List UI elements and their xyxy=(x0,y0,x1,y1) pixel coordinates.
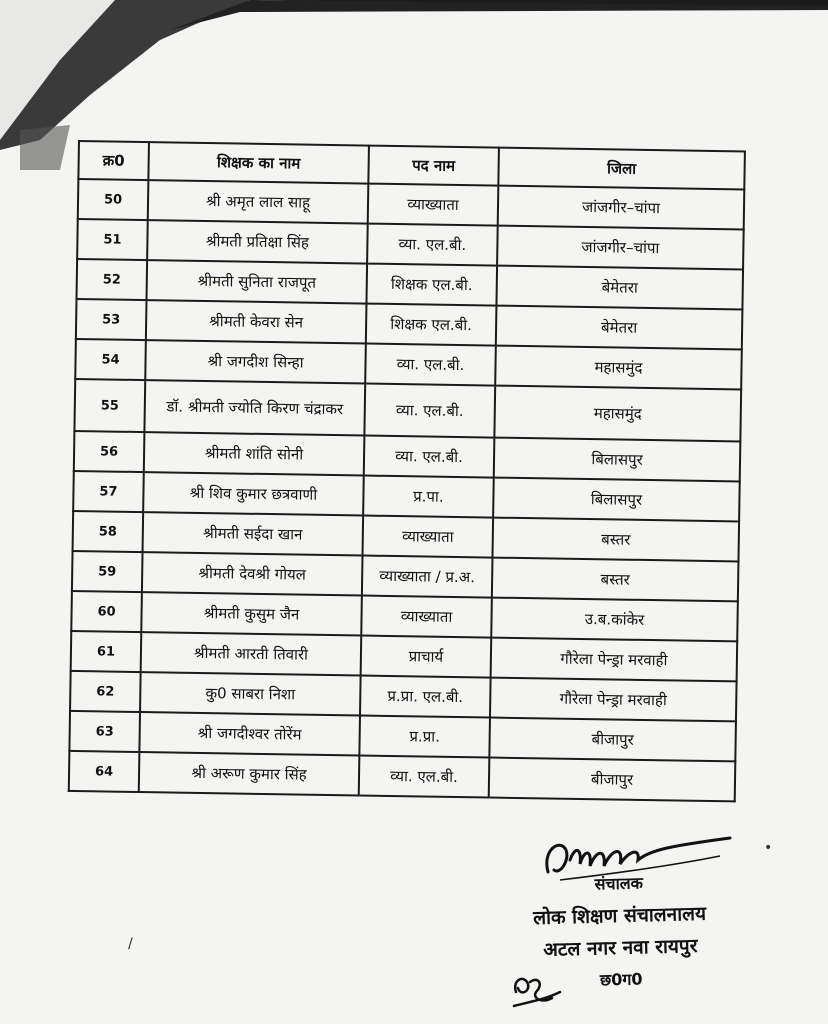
row-post: व्याख्याता xyxy=(363,516,494,558)
row-teacher-name: श्रीमती सईदा खान xyxy=(143,512,364,555)
row-serial: 52 xyxy=(77,259,148,300)
row-post: व्याख्याता xyxy=(361,596,492,638)
row-district: बस्तर xyxy=(492,518,739,562)
row-teacher-name: श्रीमती आरती तिवारी xyxy=(141,632,362,675)
row-post: प्राचार्य xyxy=(361,636,492,678)
row-district: बस्तर xyxy=(492,558,739,602)
handwritten-initials xyxy=(508,962,568,1012)
row-teacher-name: श्रीमती केवरा सेन xyxy=(146,300,367,343)
office-state: छ0ग0 xyxy=(599,969,643,990)
row-post: शिक्षक एल.बी. xyxy=(366,264,497,306)
teacher-list-table-wrapper xyxy=(68,140,746,802)
row-serial: 60 xyxy=(71,591,142,632)
row-serial: 50 xyxy=(78,179,149,220)
header-serial: क्र0 xyxy=(78,141,149,180)
header-post: पद नाम xyxy=(368,146,499,186)
row-serial: 51 xyxy=(77,219,148,260)
row-post: प्र.प्रा. xyxy=(359,716,490,758)
row-post: व्या. एल.बी. xyxy=(364,436,495,478)
row-district: बेमेतरा xyxy=(496,306,743,350)
row-post: व्या. एल.बी. xyxy=(364,384,495,438)
row-teacher-name: श्रीमती देवश्री गोयल xyxy=(142,552,363,595)
row-teacher-name: कु0 साबरा निशा xyxy=(140,672,361,715)
row-teacher-name: श्रीमती कुसुम जैन xyxy=(141,592,362,635)
row-district: जांजगीर–चांपा xyxy=(498,186,745,230)
row-district: बेमेतरा xyxy=(496,266,743,310)
row-serial: 58 xyxy=(73,511,144,552)
row-district: बीजापुर xyxy=(489,758,736,802)
teacher-list-table xyxy=(68,140,746,802)
header-district: जिला xyxy=(498,148,745,190)
row-district: गौरेला पेन्ड्रा मरवाही xyxy=(490,678,737,722)
row-district: बिलासपुर xyxy=(494,438,741,482)
scan-speck: • xyxy=(764,840,773,856)
office-address: अटल नगर नवा रायपुर xyxy=(543,934,698,962)
row-teacher-name: श्री अरूण कुमार सिंह xyxy=(139,752,360,795)
row-teacher-name: श्रीमती सुनिता राजपूत xyxy=(146,260,367,303)
row-district: महासमुंद xyxy=(495,346,742,390)
row-post: व्या. एल.बी. xyxy=(359,755,490,797)
row-serial: 62 xyxy=(70,671,141,712)
row-post: व्याख्याता / प्र.अ. xyxy=(362,556,493,598)
row-serial: 64 xyxy=(69,751,140,792)
row-district: उ.ब.कांकेर xyxy=(491,598,738,642)
row-post: व्या. एल.बी. xyxy=(367,224,498,266)
row-serial: 54 xyxy=(75,339,146,380)
row-post: प्र.प्रा. एल.बी. xyxy=(360,676,491,718)
office-name: लोक शिक्षण संचालनालय xyxy=(532,902,707,930)
row-post: व्या. एल.बी. xyxy=(365,344,496,386)
row-teacher-name: श्री जगदीश सिन्हा xyxy=(145,340,366,383)
row-teacher-name: श्री जगदीश्वर तोरेंम xyxy=(139,712,360,755)
row-teacher-name: श्रीमती प्रतिक्षा सिंह xyxy=(147,220,368,263)
row-serial: 57 xyxy=(73,471,144,512)
row-teacher-name: डॉ. श्रीमती ज्योति किरण चंद्राकर xyxy=(144,380,365,435)
row-serial: 53 xyxy=(76,299,147,340)
row-district: बिलासपुर xyxy=(493,478,740,522)
row-serial: 59 xyxy=(72,551,143,592)
header-teacher-name: शिक्षक का नाम xyxy=(148,142,369,183)
row-serial: 55 xyxy=(74,379,145,432)
row-teacher-name: श्री अमृत लाल साहू xyxy=(148,180,369,223)
row-district: गौरेला पेन्ड्रा मरवाही xyxy=(491,638,738,682)
scan-speck: / xyxy=(128,936,133,952)
row-teacher-name: श्रीमती शांति सोनी xyxy=(144,432,365,475)
signatory-title: संचालक xyxy=(594,873,644,894)
row-serial: 63 xyxy=(69,711,140,752)
row-teacher-name: श्री शिव कुमार छत्रवाणी xyxy=(143,472,364,515)
row-post: प्र.पा. xyxy=(363,476,494,518)
row-district: जांजगीर–चांपा xyxy=(497,226,744,270)
row-district: बीजापुर xyxy=(489,718,736,762)
row-serial: 56 xyxy=(74,431,145,472)
row-post: व्याख्याता xyxy=(368,184,499,226)
row-district: महासमुंद xyxy=(494,386,741,442)
row-serial: 61 xyxy=(71,631,142,672)
row-post: शिक्षक एल.बी. xyxy=(366,304,497,346)
